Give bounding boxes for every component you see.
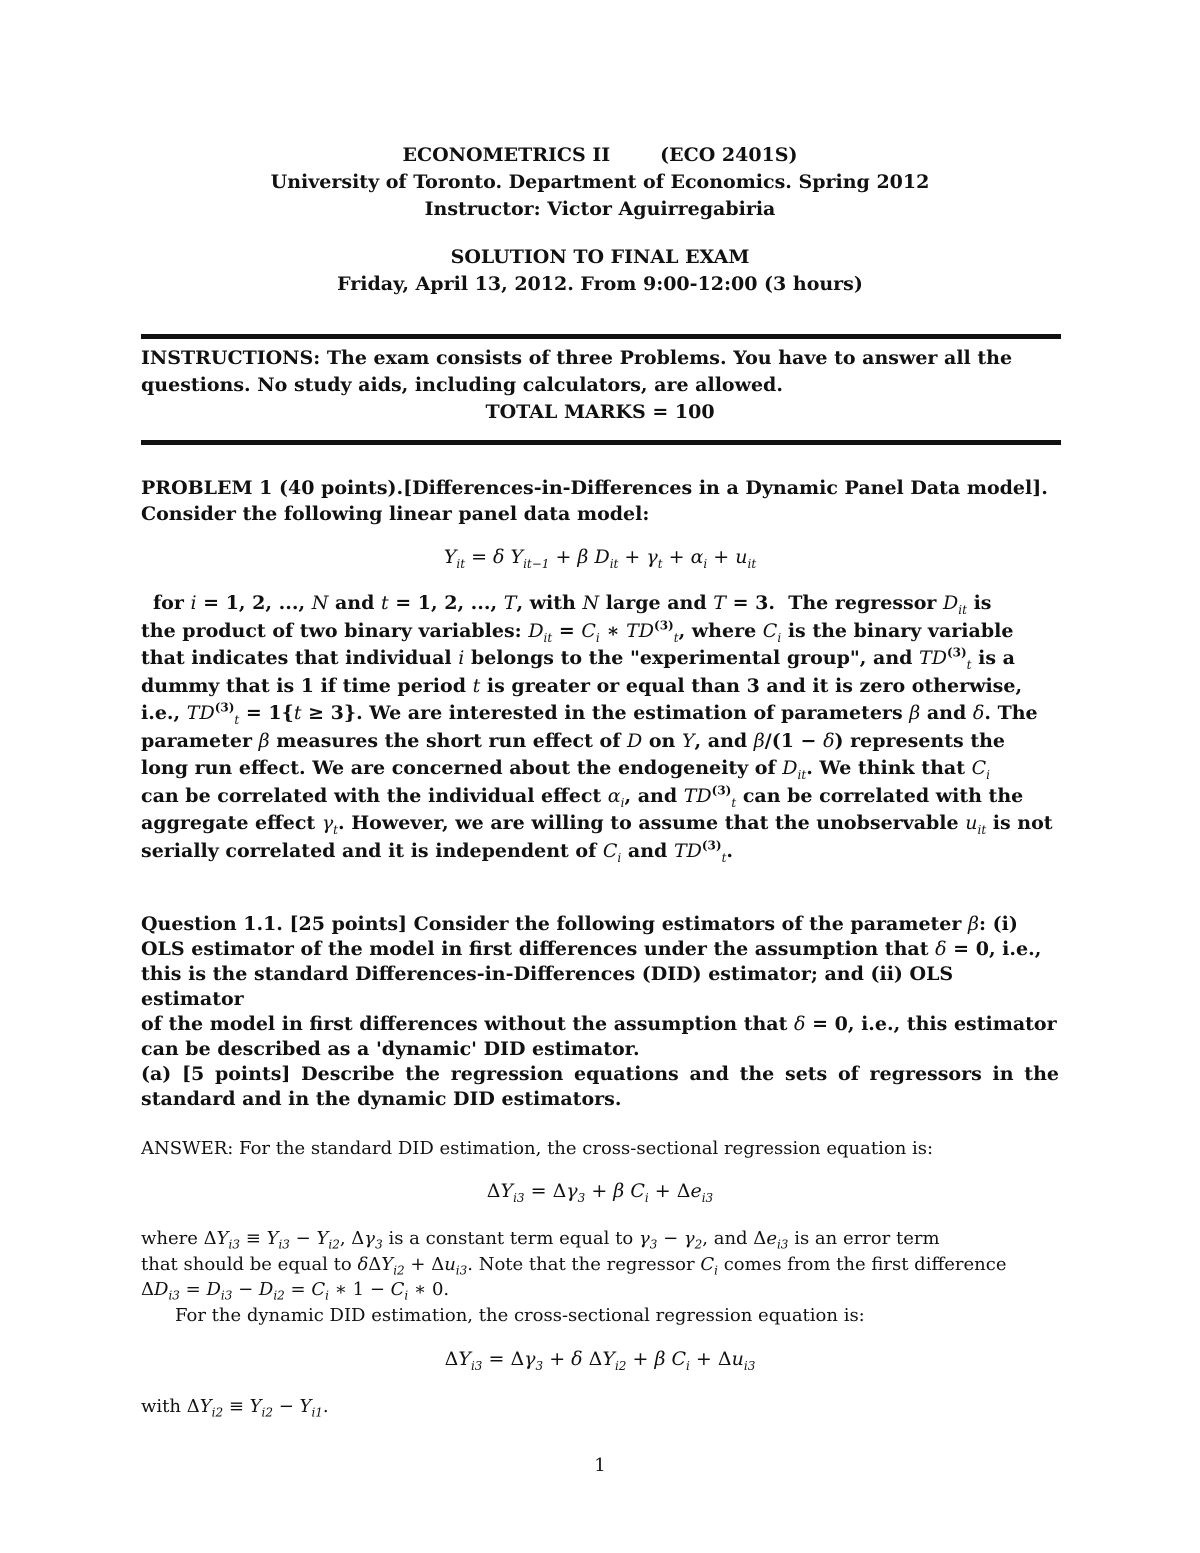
word: i.e., [141, 702, 181, 724]
question-1-1-line-5: can be described as a 'dynamic' DID estimator. [141, 1038, 640, 1060]
word: is not [992, 812, 1053, 834]
word: . However, we are willing to assume that the unobservable [338, 812, 959, 834]
course-code: (ECO 2401S) [660, 144, 798, 166]
dynamic-did-equation: $\Delta Y_{i3} = \Delta\gamma_3 + \delta$ $\Delta Y_{i2} + \beta$ $C_i + \Delta u_{i3}$ [444, 1348, 756, 1373]
word: belongs to the "experimental group", and [470, 647, 913, 669]
word: represents the [850, 729, 1006, 752]
course-title: ECONOMETRICS II [402, 144, 611, 166]
problem-1-intro: Consider the following linear panel data model: [141, 503, 650, 525]
word: the product of two binary variables: [141, 619, 522, 642]
word: is a constant term equal to [388, 1228, 634, 1249]
word: and [926, 702, 967, 724]
problem-1-heading: PROBLEM 1 (40 points).[Differences-in-Differences in a Dynamic Panel Data model]. [141, 477, 1048, 499]
word: with [141, 1396, 181, 1417]
answer-with-line: with $\Delta Y_{i2} \equiv Y_{i2} - Y_{i1}$. [141, 1396, 329, 1420]
bottom-rule [141, 440, 1061, 445]
word: and [627, 839, 668, 862]
total-marks: TOTAL MARKS = 100 [485, 401, 715, 423]
word: where [141, 1228, 198, 1249]
word: . The [984, 702, 1038, 724]
document-title: SOLUTION TO FINAL EXAM [450, 246, 750, 268]
word: : (i) [979, 913, 1018, 935]
word: comes from the first difference [723, 1253, 1007, 1275]
word: large and [605, 592, 707, 614]
part-a: (a) [5 points] Describe the regression equations and the sets of regressors in the standard and in the dynamic DID estimators. [141, 1063, 1059, 1110]
model-equation: $Y_{it} = \delta$ $Y_{it-1} + \beta$ $D_{it} + \gamma_t + \alpha_i + u_{it}$ [443, 546, 757, 571]
course-title-line [141, 142, 1059, 168]
word: on [648, 729, 676, 752]
instructor-line: Instructor: Victor Aguirregabiria [424, 198, 776, 220]
word: OLS estimator of the model in first differences under the assumption that [141, 938, 929, 960]
word: is the binary variable [787, 619, 1014, 642]
word: is greater or equal than 3 and it is zero otherwise, [486, 674, 1023, 697]
word: , i.e., this estimator [847, 1013, 1057, 1035]
word: with [529, 592, 576, 614]
page-number: 1 [594, 1455, 606, 1476]
answer-intro: ANSWER: For the standard DID estimation, the cross-sectional regression equation is: [141, 1138, 934, 1159]
word: that should be equal to [141, 1253, 352, 1275]
word: The regressor [788, 592, 937, 614]
word: can be correlated with the [742, 784, 1024, 807]
instructions-line-2: questions. No study aids, including calculators, are allowed. [141, 374, 783, 396]
word: , i.e., [988, 938, 1042, 960]
word: for [153, 592, 184, 614]
word: and [334, 592, 375, 614]
word: . Note that the regressor [467, 1253, 695, 1275]
word: is a [978, 647, 1015, 669]
dynamic-did-intro: For the dynamic DID estimation, the cross-sectional regression equation is: [175, 1304, 865, 1326]
word: is an error term [794, 1228, 940, 1249]
question-1-1-line-3: this is the standard Differences-in-Differences (DID) estimator; and (ii) OLS estimator [141, 963, 954, 1010]
top-rule [141, 334, 1061, 339]
word: is [973, 592, 992, 614]
word: aggregate effect [141, 812, 316, 834]
word: Question 1.1. [25 points] Consider the following estimators of the parameter [141, 913, 962, 935]
exam-date: Friday, April 13, 2012. From 9:00-12:00 (3 hours) [337, 273, 863, 295]
word: dummy that is 1 if time period [141, 674, 466, 697]
answer-explanation: where $\Delta Y_{i3} \equiv Y_{i3} - Y_{i2}$, $\Delta\gamma_3$ is a constant term equal to $\gamma_3 - \gamma_2$, and $\Delta e_{i3}$ is an error term that should be equal to $\delta\Delta Y_{i2} + \Delta u_{i3}$. Note that the regressor $C_i$ comes from the first difference $\Delta D_{i3} = D_{i3} - D_{i2} = C_i$ ∗ $1 - C_i$ ∗ 0. For the dynamic DID estimation, the cross-sectional regression equation is: [141, 1226, 1059, 1328]
word: , and [694, 729, 748, 752]
standard-did-equation: $\Delta Y_{i3} = \Delta\gamma_3 + \beta$ $C_i + \Delta e_{i3}$ [486, 1180, 714, 1205]
word: , and [702, 1228, 748, 1249]
instructions-line-1: INSTRUCTIONS: The exam consists of three Problems. You have to answer all the [141, 347, 1013, 369]
word: , and [624, 784, 678, 807]
word: serially correlated and it is independent of [141, 839, 597, 862]
word: . We are interested in the estimation of parameters [356, 702, 903, 724]
word: long run effect. We are concerned about the endogeneity of [141, 757, 776, 779]
word: measures the short run effect of [276, 729, 621, 752]
word: of the model in first differences without the assumption that [141, 1013, 788, 1035]
word: . We think that [806, 757, 965, 779]
university-line: University of Toronto. Department of Economics. Spring 2012 [270, 171, 930, 193]
word: that indicates that individual [141, 647, 452, 669]
question-1-1: Question 1.1. [25 points] Consider the following estimators of the parameter β: (i) OLS estimator of the model in first differences under the assumption that δ = 0, i.e., this is the standard Differences-in-Differences (DID) estimator; and (ii) OLS estimator of the model in first differences without the assumption that δ = 0, i.e., this estimator can be described as a 'dynamic' DID estimator. [141, 912, 1059, 1062]
word: can be correlated with the individual effect [141, 784, 602, 807]
problem-1-description: for i = 1, 2, ..., N and t = 1, 2, ..., T, with N large and T = 3. The regressor $D_{it}$ is the product of two binary variables: $D_{it} = C_i$ ∗ $TD^{(3)}_t$, where $C_i$ is the binary variable that indicates that individual i belongs to the "experimental group", and $TD^{(3)}_t$ is a dummy that is 1 if time period t is greater or equal than 3 and it is zero otherwise, i.e., $TD^{(3)}_t = 1\{t \ge 3\}$. We are interested in the estimation of parameters β and δ. The parameter β measures the short run effect of D on Y, and β/(1 − δ) represents the long run effect. We are concerned about the endogeneity of $D_{it}$. We think that $C_i$ can be correlated with the individual effect $\alpha_i$, and $TD^{(3)}_t$ can be correlated with the aggregate effect $\gamma_t$. However, we are willing to assume that the unobservable $u_{it}$ is not serially correlated and it is independent of $C_i$ and $TD^{(3)}_t$. [141, 592, 1053, 865]
word: parameter [141, 729, 252, 752]
word: , where [678, 619, 757, 642]
